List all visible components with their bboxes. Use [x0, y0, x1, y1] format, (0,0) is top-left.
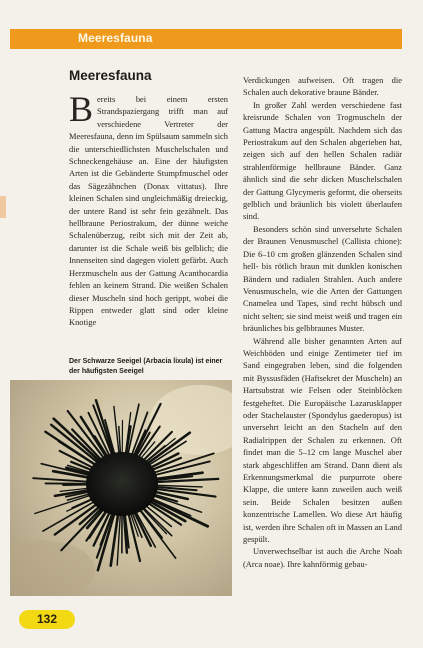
- right-paragraph: Verdickungen aufweisen. Oft tragen die Schalen auch dekorative braune Bänder.: [243, 75, 402, 98]
- right-paragraph: Unverwechselbar ist auch die Arche Noah (Arca noae). Ihre kahnförmig gebau-: [243, 546, 402, 569]
- section-header-title: Meeresfauna: [78, 31, 153, 45]
- sea-urchin-photo: [10, 380, 232, 596]
- right-paragraph: Während alle bisher genannten Arten auf Weichböden und einige Zentimeter tief im Sand eingegraben leben, sind die folgenden mit Byssusfäden (Haftsekret der Muscheln) an Hartsubstrat wie Felsen oder Steinblöcken festgeheftet. Die Europäische Lazarusklapper oder Stachelauster (Spondylus gaederopus) ist unversehrt leicht an den Stacheln auf den Radialrippen der Schalen zu erkennen. Oft findet man die 5–12 cm lange Muschel aber stark abgeschliffen am Strand. Dann dient als Erkennungsmerkmal die purpurrote obere Klappe, die untere kann zuweilen auch weiß sein. Beide Schalen besitzen außen konzentrische Lamellen. Wo diese Art häufig ist, werden ihre Schalen oft in Massen an Land gespült.: [243, 335, 402, 545]
- right-paragraph: In großer Zahl werden verschiedene fast kreisrunde Schalen von Trogmuscheln der Gattung Mactra angespült. Nachdem sich das Periostrakum auf den Schalen abgerieben hat, zeigen sich auf den hellen Schalen radiär strahlenförmige hellbraune Bänder. Ganz ähnlich sind die sehr dicken Muschelschalen der Gattung Glycymeris geformt, die oberseits gelblich und bräunlich bis violett überlaufen sind.: [243, 99, 402, 222]
- page-number: 132: [36, 612, 58, 626]
- right-column: [243, 74, 402, 570]
- left-column: [69, 68, 228, 329]
- sea-urchin-icon: [10, 380, 232, 596]
- page-edge-tab: [0, 196, 6, 218]
- section-header-bar: [10, 29, 402, 49]
- left-paragraph-text: ereits bei einem ersten Strandspaziergang trifft man auf verschiedene Vertreter der Meeresfauna, denn im Spülsaum sammeln sich die unterschiedlichsten Muschelschalen und Schneckengehäuse an. Eine der häufigsten Arten ist die Gebänderte Stumpfmuschel oder das Sägezähnchen (Donax vittatus). Ihre kleinen Schalen sind ungleichmäßig dreieckig, der untere Rand ist sehr fein gezähnelt. Das hellbraune Periostrakum, der dünne weiche Schalenüberzug, reibt sich mit der Zeit ab, darunter ist die Schale weiß bis gelblich; die Innenseiten sind dagegen violett gefärbt. Auch Herzmuscheln aus der Gattung Acanthocardia fehlen an keinem Strand. Die weißen Schalen dieser Muscheln sind hoch gerippt, wobei die Rippen entweder glatt sind oder kleine Knotige: [69, 94, 228, 328]
- article-title: Meeresfauna: [69, 68, 152, 83]
- figure-caption: Der Schwarze Seeigel (Arbacia lixula) ist einer der häufigsten Seeigel: [69, 358, 223, 375]
- dropcap-letter: B: [69, 89, 94, 129]
- left-paragraph: [69, 89, 228, 329]
- right-paragraph: Besonders schön sind unversehrte Schalen der Braunen Venusmuschel (Callista chione): Die 6–10 cm großen glänzenden Schalen sind hell- bis rötlich braun mit dunklen konischen Bändern und radialen Strahlen. Auch andere Venusmuscheln, wie die Arten der Gattungen Cnamelea und Tapes, sind recht hübsch und nicht selten; sie sind meist weiß und tragen ein bräunliches bis gelbbraunes Muster.: [243, 223, 402, 334]
- page-number-badge: [19, 610, 75, 629]
